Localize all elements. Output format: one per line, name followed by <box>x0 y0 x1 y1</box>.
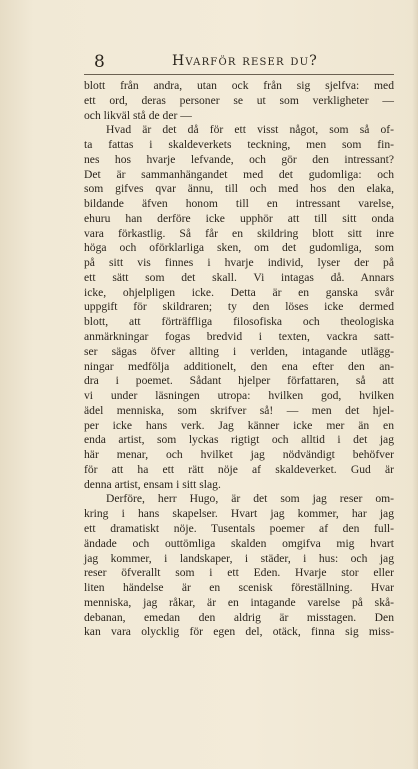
header-rule <box>84 74 394 75</box>
text-line: anmärkningar fogas bredvid i texten, vackra satt- <box>84 330 394 344</box>
text-line: blott från andra, utan ock från sig sjelfva: med <box>84 79 394 92</box>
page-number: 8 <box>94 52 106 72</box>
text-line: uppgift för skildraren; ty den löses icke dermed <box>84 300 394 314</box>
text-line: ehuru han derföre icke upphör att till sitt onda <box>84 211 394 225</box>
paper-edge <box>412 0 418 769</box>
text-line: Det är sammanhängandet med det gudomliga: och <box>84 167 394 181</box>
text-line: vara förkastlig. Så får en skildring blott sitt inre <box>84 226 394 240</box>
text-line: per icke hans verk. Jag känner icke mer än en <box>84 418 394 432</box>
text-line: enda artist, som lyckas rigtigt och alltid i det jag <box>84 433 394 447</box>
text-line: ser sägas öfver allting i verlden, intagande utlägg- <box>84 344 394 358</box>
text-line: på sitt vis finnes i hvarje individ, lyser der på <box>84 256 394 270</box>
text-line: ett sätt som det skall. Vi intagas då. Annars <box>84 270 394 284</box>
text-line: som gifves qvar ännu, till och med hos den elaka, <box>84 182 394 196</box>
text-line: här menar, och hvilket jag nödvändigt behöfver <box>84 448 394 462</box>
text-line: nes hos hvarje lefvande, och gör den intressant? <box>84 152 394 166</box>
text-line: blott, att förträffliga filosofiska och theologiska <box>84 315 394 329</box>
text-line: och likväl stå de der — <box>84 108 192 122</box>
text-line: debanan, emedan den aldrig är misstagen. Den <box>84 610 394 624</box>
text-line: ningar medfölja additionelt, den ena efter den an- <box>84 359 394 373</box>
text-line: vi under läsningen utropa: hvilken god, hvilken <box>84 389 394 403</box>
text-line: jag kommer, i landskaper, i städer, i hus: och jag <box>84 551 394 565</box>
text-line: ett dramatiskt nöje. Tusentals poemer af den full- <box>84 521 394 535</box>
body-text <box>84 79 394 640</box>
text-line: ta fattas i skaldeverkets teckning, men som fin- <box>84 138 394 152</box>
page-header <box>0 52 418 74</box>
text-line: kring i hans skapelser. Hvart jag kommer, har jag <box>84 507 394 521</box>
text-line: Hvad är det då för ett visst något, som så of- <box>106 123 394 137</box>
text-line: för att ha ett rätt nöje af skaldeverket. Gud är <box>84 462 394 476</box>
text-line: denna artist, ensam i sitt slag. <box>84 477 221 491</box>
text-line: menniska, jag råkar, är en intagande varelse på skå- <box>84 595 394 609</box>
text-line: liten händelse är en scenisk föreställning. Hvar <box>84 581 394 595</box>
text-line: ett ord, deras personer se ut som verkligheter — <box>84 93 394 107</box>
text-line: kan vara olycklig för egen del, otäck, finna sig miss- <box>84 625 394 639</box>
text-line: ändade och outtömliga skalden omgifva mig hvart <box>84 536 394 550</box>
text-line: höga och oförklarliga sken, om det gudomliga, som <box>84 241 394 255</box>
text-line: bildande äfven honom till en intressant varelse, <box>84 197 394 211</box>
text-line: icke, ohjelpligen icke. Detta är en ganska svår <box>84 285 394 299</box>
text-line: ädel menniska, som skrifver så! — men det hjel- <box>84 403 394 417</box>
running-title: Hvarför reser du? <box>172 53 318 69</box>
text-line: dra i poemet. Sådant hjelper författaren, så att <box>84 374 394 388</box>
text-line: Derföre, herr Hugo, är det som jag reser om- <box>106 492 394 506</box>
text-line: reser öfverallt som i ett Eden. Hvarje stor eller <box>84 566 394 580</box>
